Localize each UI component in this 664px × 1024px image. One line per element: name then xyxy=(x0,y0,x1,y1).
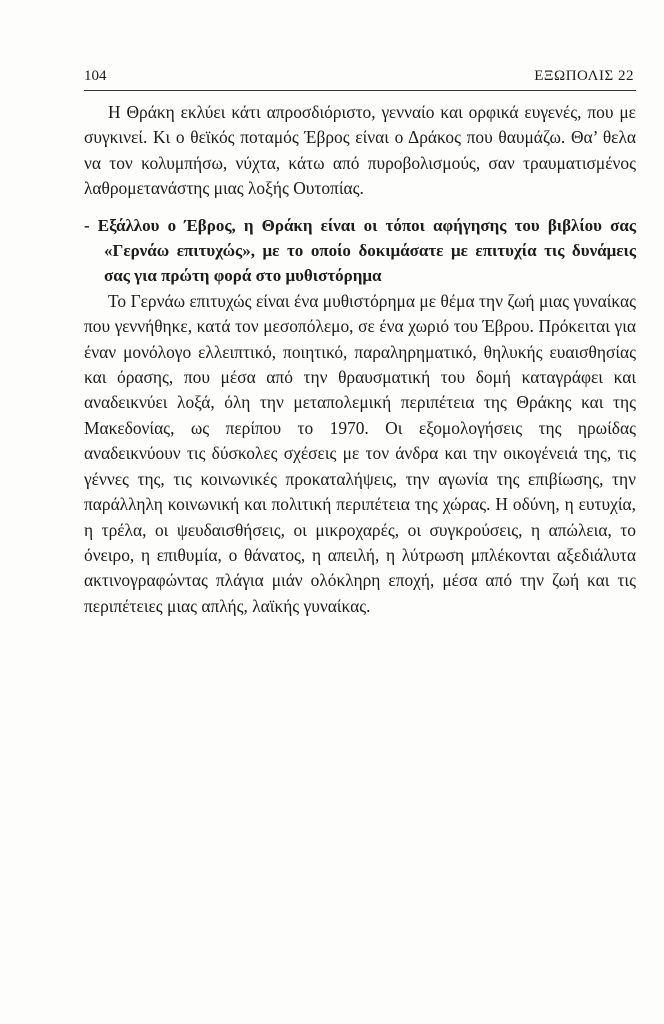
interview-question: - Εξάλλου ο Έβρος, η Θράκη είναι οι τόποι αφήγησης του βιβλίου σας «Γερνάω επιτυχώς», με το οποίο δοκιμάσατε με επιτυχία τις δυνάμεις σας για πρώτη φορά στο μυθιστόρημα xyxy=(84,215,636,286)
page-number: 104 xyxy=(84,68,107,84)
page-header xyxy=(84,64,636,91)
paragraph-1: Η Θράκη εκλύει κάτι απροσδιόριστο, γενναίο και ορφικά ευγενές, που με συγκινεί. Κι ο θεϊκός ποταμός Έβρος είναι ο Δράκος που θαυμάζω. Θα’ θελα να τον κολυμπήσω, νύχτα, κάτω από πυροβολισμούς, σαν τραυματισμένος λαθρομετανάστης μιας λοξής Ουτοπίας. xyxy=(84,102,636,199)
paragraph-2: Το Γερνάω επιτυχώς είναι ένα μυθιστόρημα με θέμα την ζωή μιας γυναίκας που γεννήθηκε, κατά τον μεσοπόλεμο, σε ένα χωριό του Έβρου. Πρόκειται για έναν μονόλογο ελλειπτικό, ποιητικό, παραληρηματικό, θηλυκής ευαισθησίας και όρασης, που μέσα από την θραυσματική του δομή καταγράφει και αναδεικνύει λοξά, όλη την μεταπολεμική περιπέτεια της Θράκης και της Μακεδονίας, ως περίπου το 1970. Οι εξομολογήσεις της ηρωίδας αναδεικνύουν τις δύσκολες σχέσεις με τον άνδρα και την οικογένειά της, τις γέννες της, τις κοινωνικές προκαταλήψεις, την αγωνία της επιβίωσης, την παράλληλη κοινωνική και πολιτική περιπέτεια της χώρας. Η οδύνη, η ευτυχία, η τρέλα, οι ψευδαισθήσεις, οι μικροχαρές, οι συγκρούσεις, η απώλεια, το όνειρο, η επιθυμία, ο θάνατος, η απειλή, η λύτρωση μπλέκονται αξεδιάλυτα ακτινογραφώντας πλάγια μιάν ολόκληρη εποχή, μέσα από την ζωή και τις περιπέτειες μιας απλής, λαϊκής γυναίκας. xyxy=(84,290,636,616)
running-title: ΕΞΩΠΟΛΙΣ 22 xyxy=(534,68,634,84)
page-body xyxy=(84,100,636,619)
